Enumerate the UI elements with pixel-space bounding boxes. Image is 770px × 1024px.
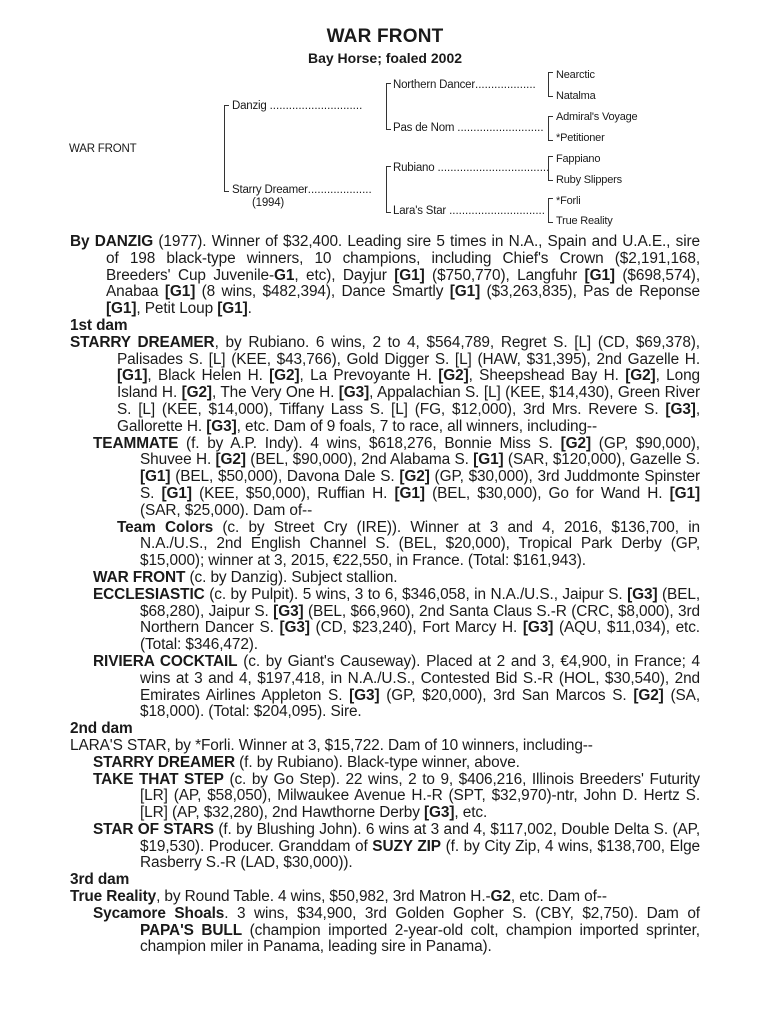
- produce-ecclesiastic: ECCLESIASTIC (c. by Pulpit). 5 wins, 3 to 6, $346,058, in N.A./U.S., Jaipur S. [G3] (BEL, $68,280), Jaipur S. [G3] (BEL, $66,960), 2nd Santa Claus S.-R (CRC, $8,000), 3rd Northern Dancer S. [G3] (CD, $23,240), Fort Marcy H. [G3] (AQU, $11,034), etc. (Total: $346,472).: [93, 585, 700, 654]
- pedigree-bracket: [548, 72, 549, 96]
- pedigree-tick: [224, 105, 229, 106]
- pedigree-tick: [224, 191, 229, 192]
- pedigree-gg-2: Natalma: [556, 90, 596, 102]
- produce-teammate: TEAMMATE (f. by A.P. Indy). 4 wins, $618,276, Bonnie Miss S. [G2] (GP, $90,000), Shuvee H. [G2] (BEL, $90,000), 2nd Alabama S. [G1] (SAR, $120,000), Gazelle S. [G1] (BEL, $50,000), Davona Dale S. [G2] (GP, $30,000), 3rd Juddmonte Spinster S. [G1] (KEE, $50,000), Ruffian H. [G1] (BEL, $30,000), Go for Wand H. [G1] (SAR, $25,000). Dam of--: [93, 434, 700, 519]
- page-title: WAR FRONT: [326, 26, 444, 47]
- pedigree-bracket: [224, 105, 225, 191]
- pedigree-dam-dam: Lara's Star ..............................: [393, 205, 545, 217]
- pedigree-dam-year: (1994): [252, 197, 285, 209]
- produce-star-of-stars: STAR OF STARS (f. by Blushing John). 6 wins at 3 and 4, $117,002, Double Delta S. (AP, $19,530). Producer. Granddam of SUZY ZIP (f. by City Zip, 4 wins, $138,700, Elge Rasberry S.-R (LAD, $30,000)).: [93, 820, 701, 872]
- pedigree-tick: [548, 222, 553, 223]
- page-subtitle: Bay Horse; foaled 2002: [307, 50, 463, 66]
- third-dam-paragraph: True Reality, by Round Table. 4 wins, $50,982, 3rd Matron H.-G2, etc. Dam of--: [70, 888, 607, 906]
- pedigree-dam-sire: Rubiano ...................................: [393, 162, 550, 174]
- first-dam-paragraph: STARRY DREAMER, by Rubiano. 6 wins, 2 to 4, $564,789, Regret S. [L] (CD, $69,378), Palisades S. [L] (KEE, $43,766), Gold Digger S. [L] (HAW, $31,395), 2nd Gazelle H. [G1], Black Helen H. [G2], La Prevoyante H. [G2], Sheepshead Bay H. [G2], Long Island H. [G2], The Very One H. [G3], Appalachian S. [L] (KEE, $14,430), Green River S. [L] (KEE, $14,000), Tiffany Lass S. [L] (FG, $12,000), 3rd Mrs. Revere S. [G3], Gallorette H. [G3], etc. Dam of 9 foals, 7 to race, all winners, including--: [70, 333, 700, 435]
- pedigree-gg-8: True Reality: [556, 215, 613, 227]
- produce-riviera-cocktail: RIVIERA COCKTAIL (c. by Giant's Causeway). Placed at 2 and 3, €4,900, in France; 4 wins at 3 and 4, $197,418, in N.A./U.S., Contested Bid S.-R (HOL, $30,540), 2nd Emirates Airlines Appleton S. [G3] (GP, $20,000), 3rd San Marcos S. [G2] (SA, $18,000). (Total: $204,095). Sire.: [93, 652, 700, 721]
- pedigree-tick: [548, 72, 553, 73]
- pedigree-tick: [386, 83, 391, 84]
- pedigree-tick: [548, 116, 553, 117]
- pedigree-sire: Danzig .............................: [232, 100, 363, 112]
- produce-take-that-step: TAKE THAT STEP (c. by Go Step). 22 wins, 2 to 9, $406,216, Illinois Breeders' Futurity [LR] (AP, $58,050), Milwaukee Avenue H.-R (SPT, $32,970)-ntr, John D. Hertz S. [LR] (AP, $32,280), 2nd Hawthorne Derby [G3], etc.: [93, 770, 700, 822]
- pedigree-subject: WAR FRONT: [69, 143, 137, 155]
- pedigree-gg-7: *Forli: [556, 195, 581, 207]
- first-dam-heading: 1st dam: [70, 316, 128, 334]
- pedigree-tick: [548, 156, 553, 157]
- pedigree-bracket: [386, 166, 387, 212]
- pedigree-dam: Starry Dreamer....................: [232, 184, 372, 196]
- pedigree-bracket: [386, 83, 387, 129]
- third-dam-heading: 3rd dam: [70, 871, 130, 889]
- catalogue-text: [70, 234, 700, 956]
- pedigree-gg-6: Ruby Slippers: [556, 174, 622, 186]
- pedigree-tick: [548, 198, 553, 199]
- pedigree-sire-sire: Northern Dancer...................: [393, 79, 536, 91]
- pedigree-bracket: [548, 198, 549, 222]
- sire-paragraph: By DANZIG (1977). Winner of $32,400. Leading sire 5 times in N.A., Spain and U.A.E., sire of 198 black-type winners, 10 champions, including Chief's Crown ($2,191,168, Breeders' Cup Juvenile-G1, etc), Dayjur [G1] ($750,770), Langfuhr [G1] ($698,574), Anabaa [G1] (8 wins, $482,394), Dance Smartly [G1] ($3,263,835), Pas de Reponse [G1], Petit Loup [G1].: [70, 233, 701, 318]
- pedigree-tick: [548, 140, 553, 141]
- second-dam-heading: 2nd dam: [70, 720, 133, 738]
- pedigree-tick: [386, 129, 391, 130]
- pedigree-gg-1: Nearctic: [556, 69, 595, 81]
- produce-war-front: WAR FRONT (c. by Danzig). Subject stallion.: [93, 568, 398, 586]
- pedigree-sire-dam: Pas de Nom ...........................: [393, 122, 544, 134]
- produce-sycamore-shoals: Sycamore Shoals. 3 wins, $34,900, 3rd Golden Gopher S. (CBY, $2,750). Dam of PAPA'S BULL (champion imported 2-year-old colt, champion imported sprinter, champion miler in Panama, leading sire in Panama).: [93, 904, 700, 956]
- produce-starry-dreamer: STARRY DREAMER (f. by Rubiano). Black-type winner, above.: [93, 753, 520, 771]
- pedigree-bracket: [548, 116, 549, 140]
- pedigree-bracket: [548, 156, 549, 180]
- second-dam-paragraph: LARA'S STAR, by *Forli. Winner at 3, $15,722. Dam of 10 winners, including--: [70, 736, 593, 754]
- pedigree-gg-5: Fappiano: [556, 153, 601, 165]
- pedigree-tick: [548, 180, 553, 181]
- pedigree-tick: [386, 212, 391, 213]
- pedigree-tick: [386, 166, 391, 167]
- pedigree-gg-4: *Petitioner: [556, 132, 605, 144]
- pedigree-tick: [548, 96, 553, 97]
- produce-team-colors: Team Colors (c. by Street Cry (IRE)). Winner at 3 and 4, 2016, $136,700, in N.A./U.S., 2nd English Channel S. (BEL, $20,000), Tropical Park Derby (GP, $15,000); winner at 3, 2015, €22,550, in France. (Total: $161,943).: [117, 518, 700, 570]
- pedigree-gg-3: Admiral's Voyage: [556, 111, 638, 123]
